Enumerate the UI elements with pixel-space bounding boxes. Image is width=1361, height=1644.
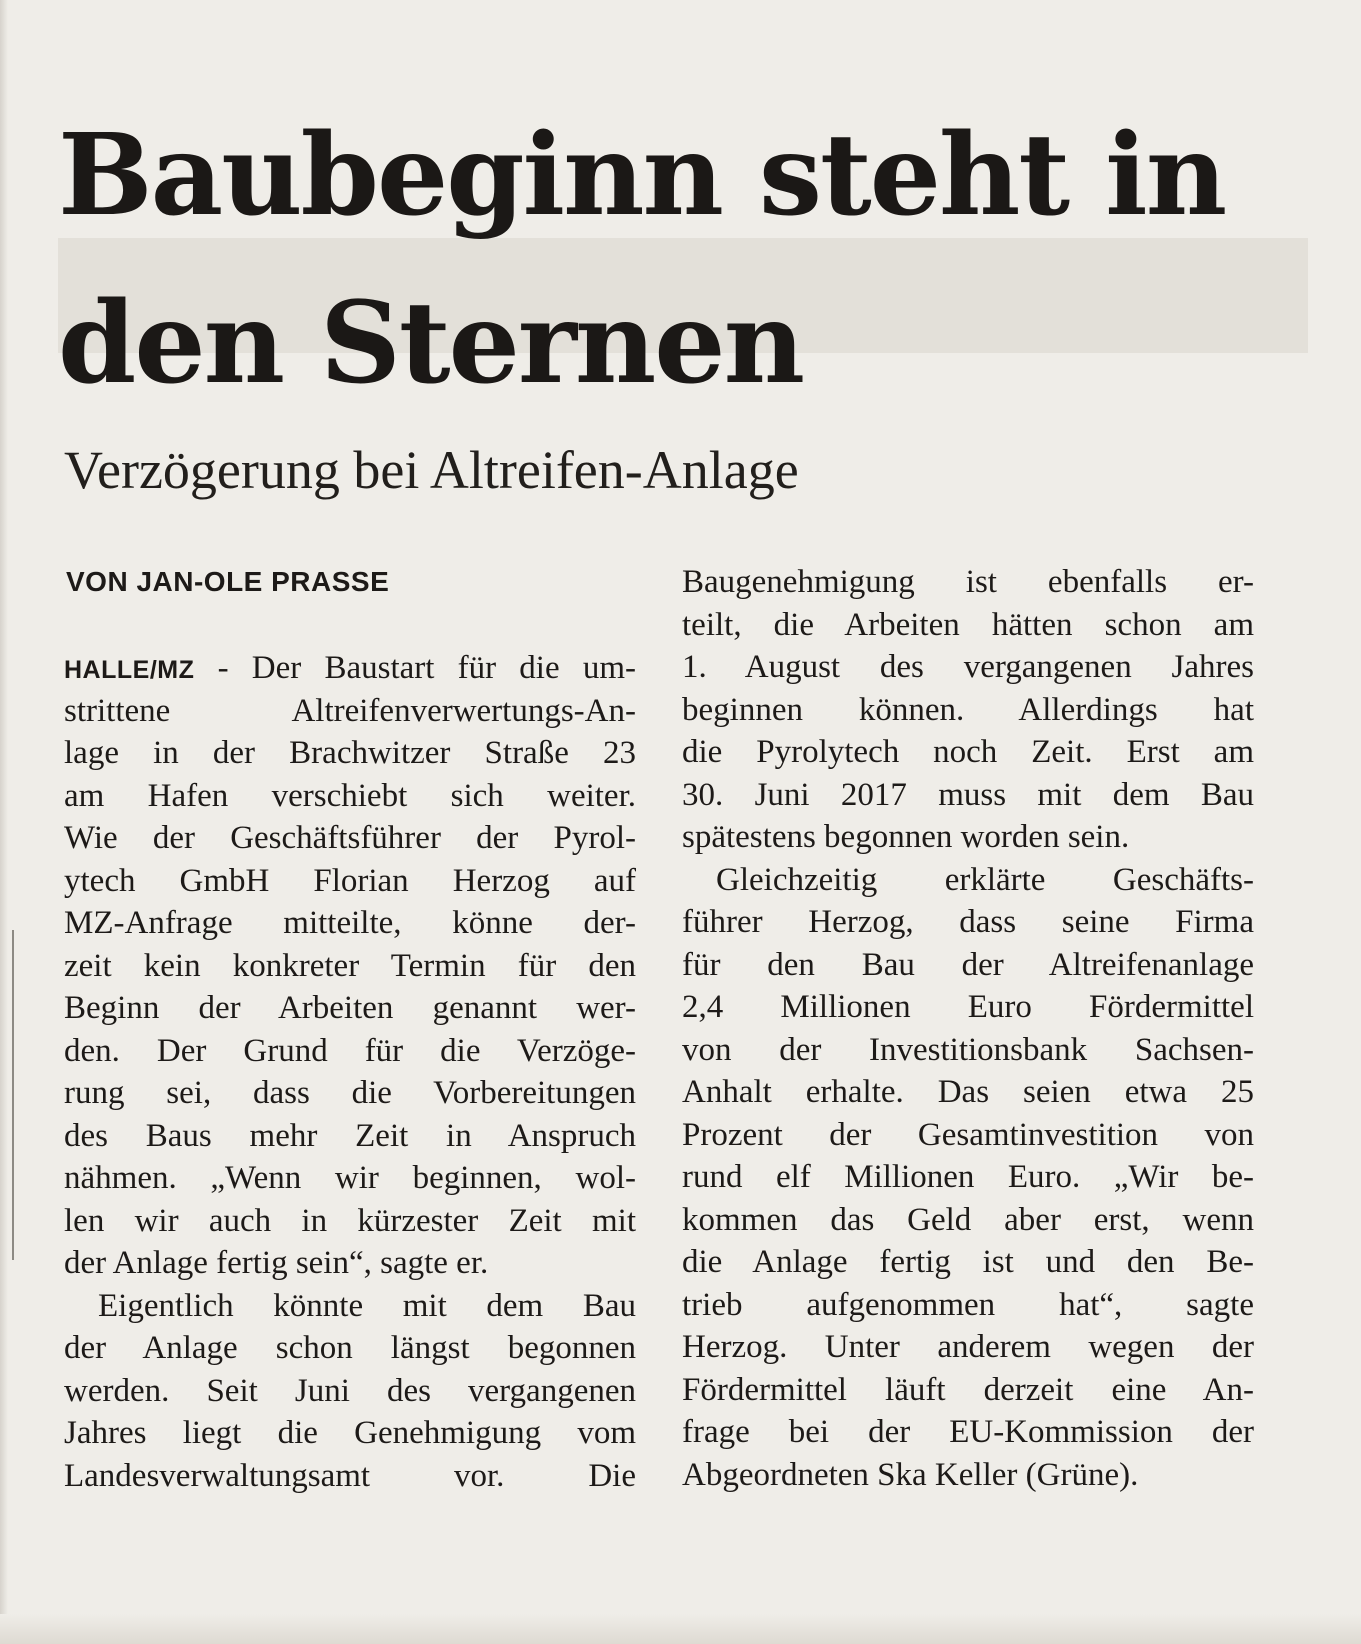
- article-column-left: [64, 647, 636, 1497]
- column-line: Prozent der Gesamtinvestition von: [682, 1116, 1254, 1153]
- headline-line-2: den Sternen: [58, 278, 803, 409]
- column-line: rung sei, dass die Vorbereitungen: [64, 1075, 636, 1111]
- column-line: nähmen. „Wenn wir beginnen, wol-: [64, 1160, 636, 1196]
- article-column-right: [682, 561, 1254, 1496]
- column-line: Anhalt erhalte. Das seien etwa 25: [682, 1074, 1254, 1110]
- column-line: Baugenehmigung ist ebenfalls er-: [682, 564, 1254, 600]
- column-line: 1. August des vergangenen Jahres: [682, 649, 1254, 685]
- column-line: beginnen können. Allerdings hat: [682, 691, 1254, 728]
- subheadline: Verzögerung bei Altreifen-Anlage: [64, 440, 799, 500]
- column-line: Fördermittel läuft derzeit eine An-: [682, 1371, 1254, 1408]
- paper-edge: [0, 0, 8, 1644]
- column-line: spätestens begonnen worden sein.: [682, 819, 1130, 855]
- column-line: der Anlage fertig sein“, sagte er.: [64, 1245, 489, 1281]
- column-line: [64, 647, 636, 690]
- dateline: HALLE/MZ: [64, 656, 195, 684]
- column-line: rund elf Millionen Euro. „Wir be-: [682, 1159, 1254, 1195]
- column-line: frage bei der EU-Kommission der: [682, 1414, 1254, 1450]
- column-line: Jahres liegt die Genehmigung vom: [64, 1415, 636, 1451]
- column-line: Herzog. Unter anderem wegen der: [682, 1329, 1254, 1365]
- column-line: Landesverwaltungsamt vor. Die: [64, 1457, 636, 1494]
- column-line: strittene Altreifenverwertungs-An-: [64, 692, 636, 729]
- column-line: die Pyrolytech noch Zeit. Erst am: [682, 734, 1254, 770]
- column-line: teilt, die Arbeiten hätten schon am: [682, 606, 1254, 643]
- column-line: 2,4 Millionen Euro Fördermittel: [682, 989, 1254, 1025]
- headline-line-1: Baubeginn steht in: [58, 110, 1226, 241]
- column-line: Abgeordneten Ska Keller (Grüne).: [682, 1456, 1139, 1493]
- column-rule: [12, 930, 14, 1260]
- paper-edge: [0, 1614, 1361, 1644]
- column-line: trieb aufgenommen hat“, sagte: [682, 1286, 1254, 1323]
- column-line: für den Bau der Altreifenanlage: [682, 946, 1254, 983]
- column-line: lage in der Brachwitzer Straße 23: [64, 735, 636, 771]
- column-line: Eigentlich könnte mit dem Bau: [98, 1287, 636, 1324]
- column-line: der Anlage schon längst begonnen: [64, 1330, 636, 1366]
- column-line: 30. Juni 2017 muss mit dem Bau: [682, 776, 1254, 813]
- column-line: Gleichzeitig erklärte Geschäfts-: [716, 861, 1254, 898]
- column-line: führer Herzog, dass seine Firma: [682, 904, 1254, 940]
- column-line: von der Investitionsbank Sachsen-: [682, 1031, 1254, 1068]
- column-line: len wir auch in kürzester Zeit mit: [64, 1202, 636, 1239]
- column-line: zeit kein konkreter Termin für den: [64, 947, 636, 984]
- byline: VON JAN-OLE PRASSE: [66, 566, 390, 597]
- column-line: Beginn der Arbeiten genannt wer-: [64, 990, 636, 1026]
- text-fragment: - Der Baustart für die um-: [194, 650, 636, 686]
- column-line: werden. Seit Juni des vergangenen: [64, 1372, 636, 1409]
- column-line: kommen das Geld aber erst, wenn: [682, 1201, 1254, 1238]
- column-line: des Baus mehr Zeit in Anspruch: [64, 1117, 636, 1154]
- column-line: MZ-Anfrage mitteilte, könne der-: [64, 905, 636, 941]
- column-line: am Hafen verschiebt sich weiter.: [64, 777, 636, 814]
- headline: [58, 92, 1318, 428]
- column-line: Wie der Geschäftsführer der Pyrol-: [64, 820, 636, 856]
- column-line: den. Der Grund für die Verzöge-: [64, 1032, 636, 1069]
- column-line: die Anlage fertig ist und den Be-: [682, 1244, 1254, 1280]
- column-line: ytech GmbH Florian Herzog auf: [64, 862, 636, 899]
